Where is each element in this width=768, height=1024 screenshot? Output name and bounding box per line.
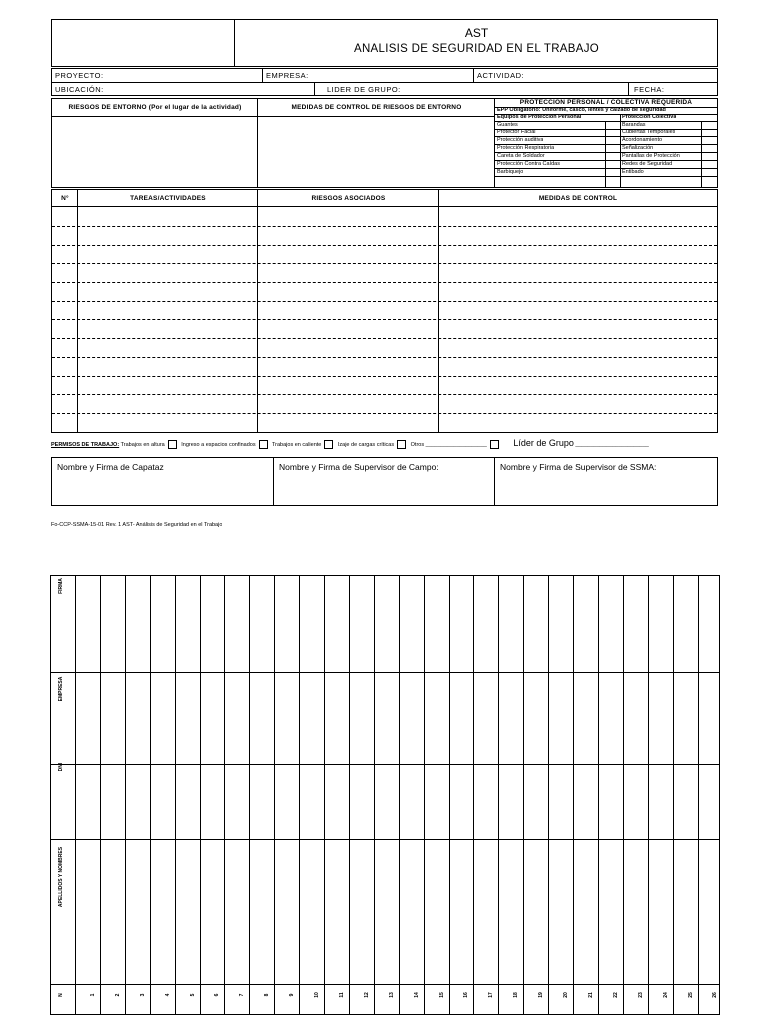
att-row-number: 18 (513, 992, 520, 998)
colectiva-senalizacion: Señalización (622, 145, 654, 151)
att-column-line (573, 576, 574, 1014)
att-column-line (648, 576, 649, 1014)
att-row-number: 13 (388, 992, 395, 998)
att-column-line (399, 576, 400, 1014)
firma-capataz: Nombre y Firma de Capataz (57, 462, 164, 472)
att-column-line (449, 576, 450, 1014)
proyecto-label: PROYECTO: (55, 71, 104, 80)
task-row-line (52, 226, 717, 227)
medidas-control-entorno-header: MEDIDAS DE CONTROL DE RIESGOS DE ENTORNO (291, 104, 462, 111)
permisos-label: PERMISOS DE TRABAJO: (51, 442, 120, 448)
att-row-number: 21 (587, 992, 594, 998)
permisos-row (51, 437, 718, 449)
task-row-line (52, 263, 717, 264)
permiso-izaje-checkbox[interactable] (397, 440, 406, 449)
att-column-line (224, 576, 225, 1014)
lider-label: LIDER DE GRUPO: (327, 85, 401, 94)
colectiva-pantallas: Pantallas de Protección (622, 153, 680, 159)
att-column-line (150, 576, 151, 1014)
att-row-number: 25 (687, 992, 694, 998)
epp-guantes: Guantes (497, 122, 518, 128)
att-apellidos-label: APELLIDOS Y NOMBRES (58, 846, 64, 908)
att-row-number: 5 (189, 993, 196, 997)
att-row-number: 22 (612, 992, 619, 998)
att-column-line (374, 576, 375, 1014)
permiso-otros: Otros ____________________ (410, 442, 487, 448)
att-row-number: 10 (314, 992, 320, 998)
riesgos-entorno-header: RIESGOS DE ENTORNO (Por el lugar de la actividad) (68, 104, 242, 111)
colectiva-redes: Redes de Seguridad (622, 161, 673, 167)
task-row-line (52, 319, 717, 320)
att-column-line (598, 576, 599, 1014)
permiso-caliente-checkbox[interactable] (324, 440, 333, 449)
att-column-line (324, 576, 325, 1014)
att-column-line (75, 576, 76, 1014)
col-num-header: N° (61, 195, 69, 202)
att-row-number: 16 (463, 992, 470, 998)
att-row-number: 9 (289, 993, 296, 997)
col-tareas-header: TAREAS/ACTIVIDADES (130, 195, 206, 202)
task-row-line (52, 338, 717, 339)
epp-barbiquejo: Barbiquejo (497, 169, 524, 175)
att-column-line (274, 576, 275, 1014)
att-row-number: 6 (214, 993, 221, 997)
lider-grupo-label: Líder de Grupo (513, 438, 574, 448)
empresa-label: EMPRESA: (266, 71, 309, 80)
task-row-line (52, 413, 717, 414)
att-column-line (623, 576, 624, 1014)
epp-obligatorio: EPP Obligatorio: Uniforme, casco, lentes y calzado de seguridad (497, 107, 666, 113)
att-column-line (673, 576, 674, 1014)
att-row-number: 4 (164, 993, 171, 997)
permiso-caliente: Trabajos en caliente (272, 442, 322, 448)
att-column-line (349, 576, 350, 1014)
att-column-line (200, 576, 201, 1014)
actividad-label: ACTIVIDAD: (477, 71, 525, 80)
att-column-line (299, 576, 300, 1014)
col-colectiva-header: Protección Colectiva (622, 114, 677, 120)
firmas-box (51, 457, 718, 506)
proteccion-title: PROTECCION PERSONAL / COLECTIVA REQUERIDA (519, 99, 693, 106)
att-column-line (249, 576, 250, 1014)
footer-code: Fo-CCP-SSMA-15-01 Rev. 1 AST- Análisis de Seguridad en el Trabajo (51, 522, 223, 528)
permiso-confinados-checkbox[interactable] (259, 440, 268, 449)
colectiva-cubiertas: Cubiertas Temporales (622, 129, 676, 135)
colectiva-entibado: Entibado (622, 169, 644, 175)
task-row-line (52, 282, 717, 283)
header-box (51, 19, 718, 67)
att-column-line (125, 576, 126, 1014)
firma-supervisor-campo: Nombre y Firma de Supervisor de Campo: (279, 462, 439, 472)
epp-proteccion-auditiva: Protección auditiva (497, 137, 544, 143)
att-row-number: 11 (338, 992, 345, 998)
col-personal-header: Equipos de Protección Personal (497, 114, 582, 120)
colectiva-barandas: Barandas (622, 122, 646, 128)
att-row-number: 26 (712, 992, 719, 998)
colectiva-acordonamiento: Acordonamiento (622, 137, 663, 143)
riesgos-entorno-box (51, 98, 718, 188)
tasks-table (51, 189, 718, 433)
att-row-number: 8 (264, 993, 271, 997)
info-box (51, 68, 718, 96)
att-row-number: 7 (239, 993, 246, 997)
logo-area (52, 20, 235, 66)
ubicacion-label: UBICACIÓN: (55, 85, 104, 94)
firma-supervisor-ssma: Nombre y Firma de Supervisor de SSMA: (500, 462, 657, 472)
att-n-label: N (58, 993, 64, 997)
permiso-altura-checkbox[interactable] (168, 440, 177, 449)
proteccion-grid (495, 99, 717, 187)
col-medidas-header: MEDIDAS DE CONTROL (538, 195, 618, 202)
task-row-line (52, 301, 717, 302)
att-column-line (523, 576, 524, 1014)
task-row-line (52, 394, 717, 395)
att-row-number: 20 (563, 992, 569, 998)
att-row-number: 17 (488, 992, 495, 998)
att-row-number: 24 (662, 992, 669, 998)
att-column-line (498, 576, 499, 1014)
att-row-number: 14 (413, 992, 420, 998)
epp-proteccion-caidas: Protección Contra Caídas (497, 161, 560, 167)
header-code: AST (464, 26, 489, 40)
epp-proteccion-respiratoria: Protección Respiratoria (497, 145, 555, 151)
epp-protector-facial: Protector Facial (497, 129, 536, 135)
att-column-line (424, 576, 425, 1014)
task-row-line (52, 357, 717, 358)
att-row-number: 15 (438, 992, 445, 998)
att-column-line (473, 576, 474, 1014)
lider-grupo-line: ________________________ (575, 442, 649, 448)
task-row-line (52, 245, 717, 246)
att-row-number: 12 (363, 992, 370, 998)
att-column-line (698, 576, 699, 1014)
att-column-line (100, 576, 101, 1014)
attendance-grid (50, 575, 720, 1015)
header-title: ANALISIS DE SEGURIDAD EN EL TRABAJO (353, 43, 600, 55)
att-firma-label: FIRMA (58, 578, 64, 594)
permiso-altura: Trabajos en altura (120, 442, 165, 448)
att-row-number: 23 (637, 992, 644, 998)
permiso-otros-checkbox[interactable] (490, 440, 499, 449)
task-row-line (52, 376, 717, 377)
att-row-number: 3 (139, 993, 146, 997)
att-row-number: 1 (89, 993, 96, 997)
col-riesgos-header: RIESGOS ASOCIADOS (311, 195, 386, 202)
permiso-confinados: Ingreso a espacios confinados (181, 442, 256, 448)
permiso-izaje: Izaje de cargas críticas (337, 442, 395, 448)
att-row-number: 19 (538, 992, 545, 998)
fecha-label: FECHA: (634, 85, 665, 94)
att-empresa-label: EMPRESA (58, 676, 64, 702)
att-column-line (548, 576, 549, 1014)
att-column-line (175, 576, 176, 1014)
epp-careta-soldador: Careta de Soldador (497, 153, 545, 159)
att-row-number: 2 (114, 993, 121, 997)
att-dni-label: DNI (58, 762, 64, 772)
